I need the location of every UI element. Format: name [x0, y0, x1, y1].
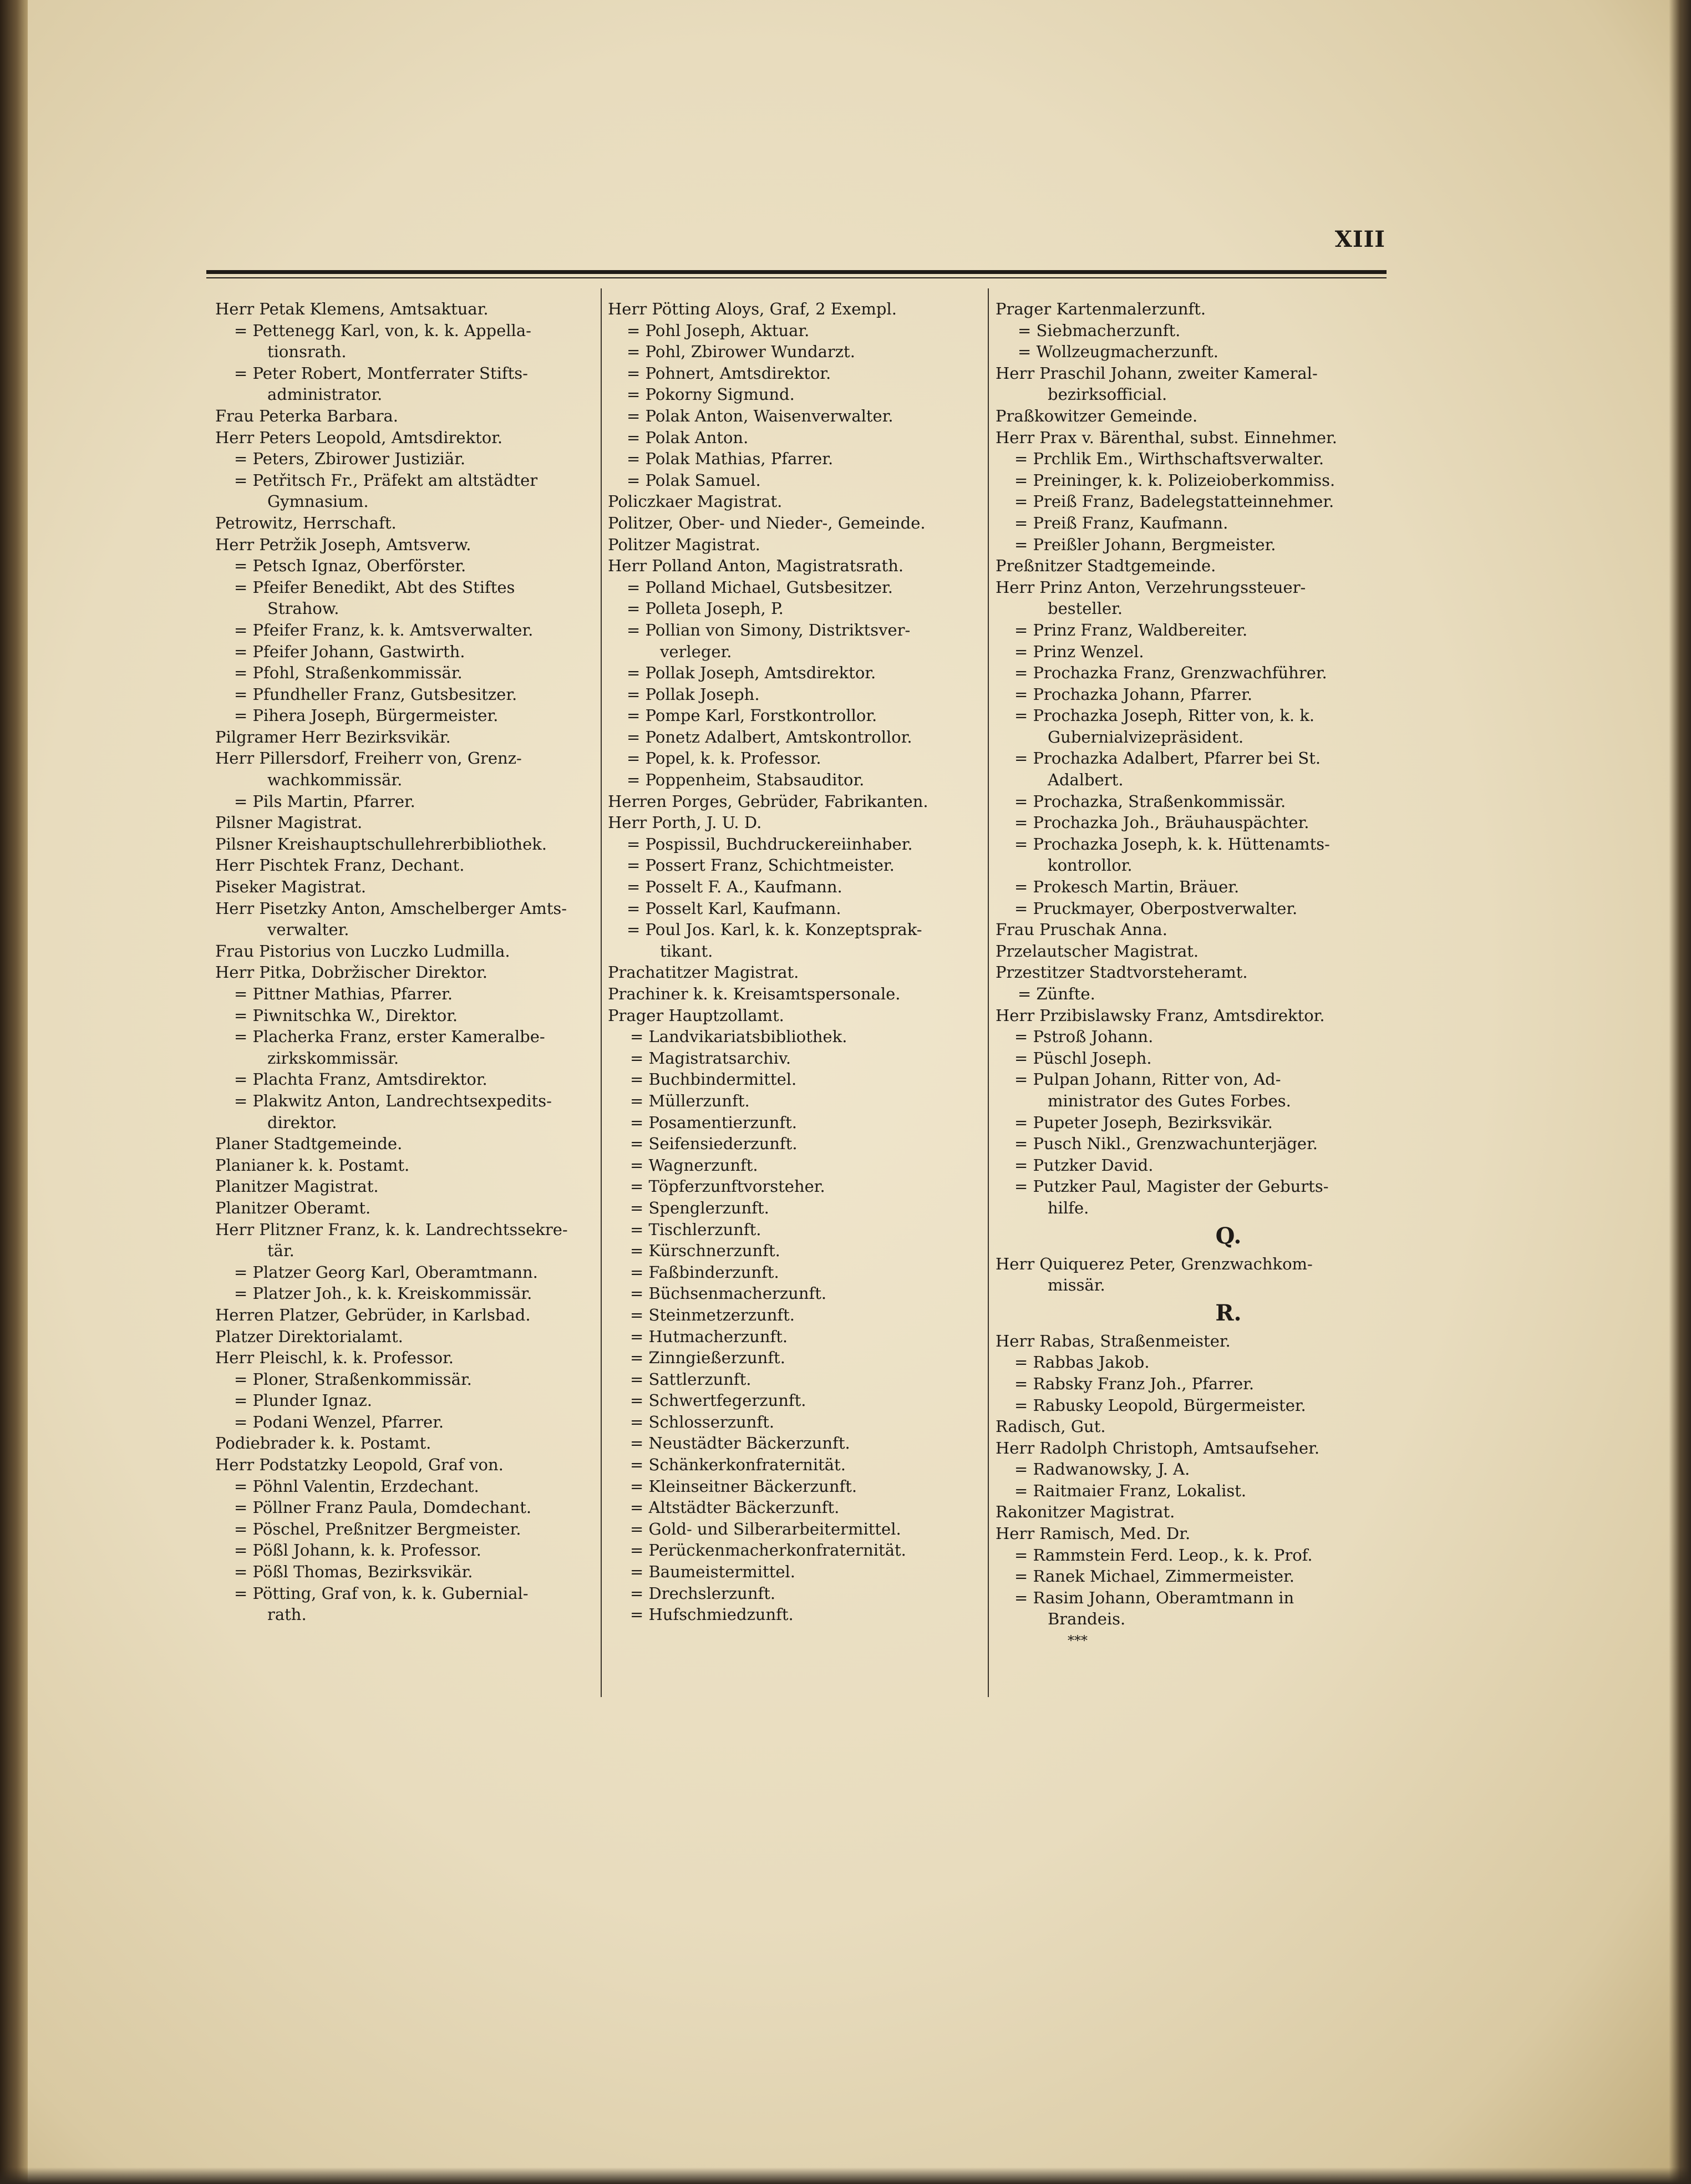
list-entry: Prager Hauptzollamt.	[608, 1005, 784, 1025]
list-entry: Przelautscher Magistrat.	[996, 941, 1199, 961]
list-entry: Herr Pillersdorf, Freiherr von, Grenz-	[215, 749, 522, 768]
list-entry: = Magistratsarchiv.	[630, 1048, 791, 1068]
list-entry: = Preininger, k. k. Polizeioberkommiss.	[1014, 470, 1335, 490]
list-entry: kontrollor.	[1048, 856, 1133, 875]
list-entry: tionsrath.	[267, 342, 347, 362]
list-entry: = Pohl, Zbirower Wundarzt.	[627, 342, 855, 362]
list-entry: Herr Pitka, Dobržischer Direktor.	[215, 963, 488, 982]
list-entry: Herr Praschil Johann, zweiter Kameral-	[996, 363, 1318, 383]
list-entry: = Steinmetzerzunft.	[630, 1305, 795, 1324]
list-entry: Radisch, Gut.	[996, 1417, 1106, 1436]
list-entry: = Polleta Joseph, P.	[627, 599, 784, 618]
list-entry: Podiebrader k. k. Postamt.	[215, 1434, 431, 1453]
list-entry: ministrator des Gutes Forbes.	[1048, 1091, 1291, 1110]
list-entry: wachkommissär.	[267, 770, 403, 790]
list-entry: = Plachta Franz, Amtsdirektor.	[234, 1070, 488, 1089]
list-entry: = Prinz Franz, Waldbereiter.	[1014, 620, 1248, 639]
list-entry: Herr Prax v. Bärenthal, subst. Einnehmer.	[996, 428, 1337, 447]
list-entry: = Prochazka Franz, Grenzwachführer.	[1014, 663, 1327, 683]
list-entry: = Platzer Georg Karl, Oberamtmann.	[234, 1262, 538, 1282]
list-entry: = Polak Anton.	[627, 428, 749, 447]
list-entry: Planitzer Oberamt.	[215, 1198, 371, 1217]
list-entry: Frau Pruschak Anna.	[996, 920, 1167, 939]
list-entry: = Pompe Karl, Forstkontrollor.	[627, 706, 877, 725]
list-entry: Praßkowitzer Gemeinde.	[996, 406, 1198, 425]
list-entry: = Prokesch Martin, Bräuer.	[1014, 877, 1240, 897]
list-entry: = Peters, Zbirower Justiziär.	[234, 449, 466, 469]
list-entry: = Putzker Paul, Magister der Geburts-	[1014, 1177, 1329, 1196]
list-entry: = Hutmacherzunft.	[630, 1327, 788, 1346]
list-entry: Herr Ramisch, Med. Dr.	[996, 1524, 1191, 1543]
list-entry: = Pospissil, Buchdruckereiinhaber.	[627, 834, 913, 854]
list-entry: Platzer Direktorialamt.	[215, 1327, 403, 1346]
list-entry: = Pokorny Sigmund.	[627, 385, 795, 404]
list-entry: = Spenglerzunft.	[630, 1198, 769, 1217]
list-entry: Herren Platzer, Gebrüder, in Karlsbad.	[215, 1305, 531, 1324]
list-entry: = Prochazka Adalbert, Pfarrer bei St.	[1014, 749, 1321, 768]
list-entry: = Neustädter Bäckerzunft.	[630, 1434, 850, 1453]
section-letter-heading: Q.	[1215, 1222, 1242, 1249]
list-entry: Piseker Magistrat.	[215, 877, 367, 897]
list-entry: = Posselt F. A., Kaufmann.	[627, 877, 842, 897]
list-entry: = Pittner Mathias, Pfarrer.	[234, 984, 453, 1003]
list-entry: = Pötting, Graf von, k. k. Gubernial-	[234, 1583, 529, 1603]
page-edge-right	[1669, 0, 1691, 2184]
list-entry: = Ponetz Adalbert, Amtskontrollor.	[627, 727, 912, 746]
list-entry: ***	[1068, 1633, 1088, 1649]
list-entry: = Polak Samuel.	[627, 470, 761, 490]
list-entry: Adalbert.	[1048, 770, 1124, 790]
list-entry: = Zinngießerzunft.	[630, 1348, 785, 1368]
list-entry: Prachatitzer Magistrat.	[608, 963, 799, 982]
list-entry: = Altstädter Bäckerzunft.	[630, 1498, 840, 1517]
list-entry: = Kleinseitner Bäckerzunft.	[630, 1476, 857, 1496]
list-entry: = Prochazka Joseph, k. k. Hüttenamts-	[1014, 834, 1330, 854]
list-entry: zirkskommissär.	[267, 1048, 399, 1068]
list-entry: = Gold- und Silberarbeitermittel.	[630, 1519, 901, 1538]
list-entry: Preßnitzer Stadtgemeinde.	[996, 556, 1216, 576]
header-rule-thick	[206, 270, 1387, 274]
list-entry: = Pöllner Franz Paula, Domdechant.	[234, 1498, 532, 1517]
list-entry: Gubernialvizepräsident.	[1048, 727, 1244, 746]
list-entry: Politzer Magistrat.	[608, 535, 760, 554]
list-entry: = Pils Martin, Pfarrer.	[234, 791, 415, 811]
list-entry: hilfe.	[1048, 1198, 1089, 1217]
list-entry: Herr Prinz Anton, Verzehrungssteuer-	[996, 577, 1306, 597]
header-rule-thin	[206, 277, 1387, 278]
list-entry: = Tischlerzunft.	[630, 1220, 761, 1239]
list-entry: = Schänkerkonfraternität.	[630, 1455, 846, 1475]
list-entry: = Rabusky Leopold, Bürgermeister.	[1014, 1395, 1306, 1415]
list-entry: = Peter Robert, Montferrater Stifts-	[234, 363, 528, 383]
list-entry: = Pößl Thomas, Bezirksvikär.	[234, 1562, 473, 1582]
list-entry: Prachiner k. k. Kreisamtspersonale.	[608, 984, 901, 1003]
list-entry: Rakonitzer Magistrat.	[996, 1502, 1175, 1522]
column-3	[996, 298, 1378, 1718]
list-entry: = Pfohl, Straßenkommissär.	[234, 663, 463, 683]
column-separator	[988, 288, 989, 1697]
column-2	[608, 298, 981, 1718]
list-entry: = Wagnerzunft.	[630, 1155, 758, 1175]
list-entry: = Rasim Johann, Oberamtmann in	[1014, 1588, 1294, 1607]
list-entry: Herr Podstatzky Leopold, Graf von.	[215, 1455, 504, 1475]
list-entry: Prager Kartenmalerzunft.	[996, 299, 1206, 318]
column-separator	[601, 288, 602, 1697]
list-entry: = Posselt Karl, Kaufmann.	[627, 898, 841, 918]
list-entry: Herr Pisetzky Anton, Amschelberger Amts-	[215, 898, 567, 918]
list-entry: = Faßbinderzunft.	[630, 1262, 779, 1282]
list-entry: = Sattlerzunft.	[630, 1369, 751, 1389]
list-entry: bezirksofficial.	[1048, 385, 1167, 404]
list-entry: Herr Radolph Christoph, Amtsaufseher.	[996, 1438, 1320, 1457]
list-entry: = Schlosserzunft.	[630, 1412, 775, 1431]
list-entry: = Prchlik Em., Wirthschaftsverwalter.	[1014, 449, 1324, 469]
list-entry: = Prinz Wenzel.	[1014, 642, 1144, 661]
list-entry: = Prochazka Joseph, Ritter von, k. k.	[1014, 706, 1315, 725]
list-entry: Gymnasium.	[267, 492, 369, 511]
list-entry: Planer Stadtgemeinde.	[215, 1134, 403, 1154]
list-entry: = Ploner, Straßenkommissär.	[234, 1369, 472, 1389]
list-entry: = Baumeistermittel.	[630, 1562, 796, 1582]
list-entry: = Petřitsch Fr., Präfekt am altstädter	[234, 470, 538, 490]
list-entry: = Kürschnerzunft.	[630, 1241, 780, 1261]
list-entry: = Petsch Ignaz, Oberförster.	[234, 556, 466, 576]
list-entry: = Preiß Franz, Badelegstatteinnehmer.	[1014, 492, 1334, 511]
list-entry: = Pulpan Johann, Ritter von, Ad-	[1014, 1070, 1281, 1089]
list-entry: = Pruckmayer, Oberpostverwalter.	[1014, 898, 1298, 918]
list-entry: Petrowitz, Herrschaft.	[215, 513, 397, 532]
list-entry: missär.	[1048, 1276, 1105, 1295]
list-entry: Pilgramer Herr Bezirksvikär.	[215, 727, 451, 746]
list-entry: = Piwnitschka W., Direktor.	[234, 1005, 458, 1025]
list-entry: = Poul Jos. Karl, k. k. Konzeptsprak-	[627, 920, 922, 939]
list-entry: = Placherka Franz, erster Kameralbe-	[234, 1027, 545, 1047]
list-entry: Przestitzer Stadtvorsteheramt.	[996, 963, 1248, 982]
list-entry: = Perückenmacherkonfraternität.	[630, 1541, 906, 1560]
list-entry: Pilsner Magistrat.	[215, 813, 363, 832]
list-entry: = Drechslerzunft.	[630, 1583, 776, 1603]
list-entry: = Pöschel, Preßnitzer Bergmeister.	[234, 1519, 521, 1538]
list-entry: Frau Pistorius von Luczko Ludmilla.	[215, 941, 510, 961]
list-entry: = Hufschmiedzunft.	[630, 1605, 794, 1624]
list-entry: = Possert Franz, Schichtmeister.	[627, 856, 895, 875]
list-entry: = Prochazka Johann, Pfarrer.	[1014, 684, 1253, 704]
list-entry: = Wollzeugmacherzunft.	[1018, 342, 1219, 362]
list-entry: = Büchsenmacherzunft.	[630, 1284, 827, 1303]
list-entry: = Rabbas Jakob.	[1014, 1353, 1150, 1372]
list-entry: = Pößl Johann, k. k. Professor.	[234, 1541, 481, 1560]
list-entry: Politzer, Ober- und Nieder-, Gemeinde.	[608, 513, 926, 532]
list-entry: = Seifensiederzunft.	[630, 1134, 798, 1154]
list-entry: = Pstroß Johann.	[1014, 1027, 1154, 1047]
list-entry: Brandeis.	[1048, 1609, 1126, 1629]
list-entry: = Rabsky Franz Joh., Pfarrer.	[1014, 1374, 1255, 1393]
list-entry: Herr Pötting Aloys, Graf, 2 Exempl.	[608, 299, 897, 318]
list-entry: = Raitmaier Franz, Lokalist.	[1014, 1481, 1247, 1500]
list-entry: Herr Przibislawsky Franz, Amtsdirektor.	[996, 1005, 1325, 1025]
list-entry: = Polak Mathias, Pfarrer.	[627, 449, 834, 469]
list-entry: besteller.	[1048, 599, 1123, 618]
list-entry: = Platzer Joh., k. k. Kreiskommissär.	[234, 1284, 532, 1303]
page-edge-bottom	[0, 2167, 1691, 2184]
column-1	[215, 298, 592, 1718]
list-entry: = Pettenegg Karl, von, k. k. Appella-	[234, 321, 531, 340]
list-entry: Strahow.	[267, 599, 339, 618]
list-entry: = Poppenheim, Stabsauditor.	[627, 770, 865, 790]
list-entry: Herr Pleischl, k. k. Professor.	[215, 1348, 454, 1368]
list-entry: = Buchbindermittel.	[630, 1070, 797, 1089]
list-entry: tär.	[267, 1241, 294, 1261]
list-entry: = Plunder Ignaz.	[234, 1391, 372, 1410]
list-entry: = Popel, k. k. Professor.	[627, 749, 821, 768]
list-entry: = Pusch Nikl., Grenzwachunterjäger.	[1014, 1134, 1318, 1154]
list-entry: = Polland Michael, Gutsbesitzer.	[627, 577, 893, 597]
list-entry: tikant.	[660, 941, 713, 961]
list-entry: = Pöhnl Valentin, Erzdechant.	[234, 1476, 479, 1496]
list-entry: = Landvikariatsbibliothek.	[630, 1027, 847, 1047]
list-entry: = Ranek Michael, Zimmermeister.	[1014, 1567, 1294, 1586]
page-number: XIII	[1334, 226, 1385, 252]
list-entry: = Rammstein Ferd. Leop., k. k. Prof.	[1014, 1545, 1313, 1565]
list-entry: = Püschl Joseph.	[1014, 1048, 1152, 1068]
list-entry: Frau Peterka Barbara.	[215, 406, 398, 425]
list-entry: Herr Polland Anton, Magistratsrath.	[608, 556, 904, 576]
list-entry: Planitzer Magistrat.	[215, 1177, 379, 1196]
list-entry: = Siebmacherzunft.	[1018, 321, 1181, 340]
list-entry: Planianer k. k. Postamt.	[215, 1155, 410, 1175]
list-entry: = Schwertfegerzunft.	[630, 1391, 806, 1410]
list-entry: = Pohl Joseph, Aktuar.	[627, 321, 810, 340]
list-entry: = Putzker David.	[1014, 1155, 1154, 1175]
list-entry: = Müllerzunft.	[630, 1091, 750, 1110]
list-entry: = Podani Wenzel, Pfarrer.	[234, 1412, 444, 1431]
list-entry: rath.	[267, 1605, 307, 1624]
list-entry: Herr Plitzner Franz, k. k. Landrechtssekre-	[215, 1220, 568, 1239]
list-entry: Herren Porges, Gebrüder, Fabrikanten.	[608, 791, 928, 811]
list-entry: Policzkaer Magistrat.	[608, 492, 783, 511]
list-entry: = Pupeter Joseph, Bezirksvikär.	[1014, 1113, 1273, 1132]
list-entry: = Pihera Joseph, Bürgermeister.	[234, 706, 499, 725]
list-entry: = Pfeifer Johann, Gastwirth.	[234, 642, 465, 661]
list-entry: direktor.	[267, 1113, 337, 1132]
list-entry: = Posamentierzunft.	[630, 1113, 798, 1132]
list-entry: = Prochazka, Straßenkommissär.	[1014, 791, 1286, 811]
list-entry: = Pollak Joseph.	[627, 684, 760, 704]
list-entry: Herr Rabas, Straßenmeister.	[996, 1331, 1231, 1350]
list-entry: = Pollak Joseph, Amtsdirektor.	[627, 663, 876, 683]
list-entry: administrator.	[267, 385, 383, 404]
list-entry: Herr Peters Leopold, Amtsdirektor.	[215, 428, 503, 447]
list-entry: = Pfeifer Franz, k. k. Amtsverwalter.	[234, 620, 534, 639]
list-entry: = Zünfte.	[1018, 984, 1095, 1003]
list-entry: Pilsner Kreishauptschullehrerbibliothek.	[215, 834, 547, 854]
list-entry: verleger.	[660, 642, 732, 661]
list-entry: = Töpferzunftvorsteher.	[630, 1177, 825, 1196]
list-entry: = Pfeifer Benedikt, Abt des Stiftes	[234, 577, 515, 597]
list-entry: Herr Porth, J. U. D.	[608, 813, 762, 832]
list-entry: Herr Quiquerez Peter, Grenzwachkom-	[996, 1254, 1313, 1273]
book-gutter-shadow	[0, 0, 28, 2184]
list-entry: = Plakwitz Anton, Landrechtsexpedits-	[234, 1091, 552, 1110]
list-entry: Herr Petak Klemens, Amtsaktuar.	[215, 299, 489, 318]
list-entry: Herr Pischtek Franz, Dechant.	[215, 856, 465, 875]
list-entry: = Prochazka Joh., Bräuhauspächter.	[1014, 813, 1309, 832]
list-entry: = Preiß Franz, Kaufmann.	[1014, 513, 1228, 532]
list-entry: = Radwanowsky, J. A.	[1014, 1460, 1190, 1479]
list-entry: = Preißler Johann, Bergmeister.	[1014, 535, 1276, 554]
list-entry: = Pfundheller Franz, Gutsbesitzer.	[234, 684, 517, 704]
section-letter-heading: R.	[1215, 1299, 1242, 1326]
list-entry: = Polak Anton, Waisenverwalter.	[627, 406, 893, 425]
list-entry: Herr Petržik Joseph, Amtsverw.	[215, 535, 471, 554]
list-entry: = Pohnert, Amtsdirektor.	[627, 363, 831, 383]
list-entry: = Pollian von Simony, Distriktsver-	[627, 620, 911, 639]
list-entry: verwalter.	[267, 920, 349, 939]
